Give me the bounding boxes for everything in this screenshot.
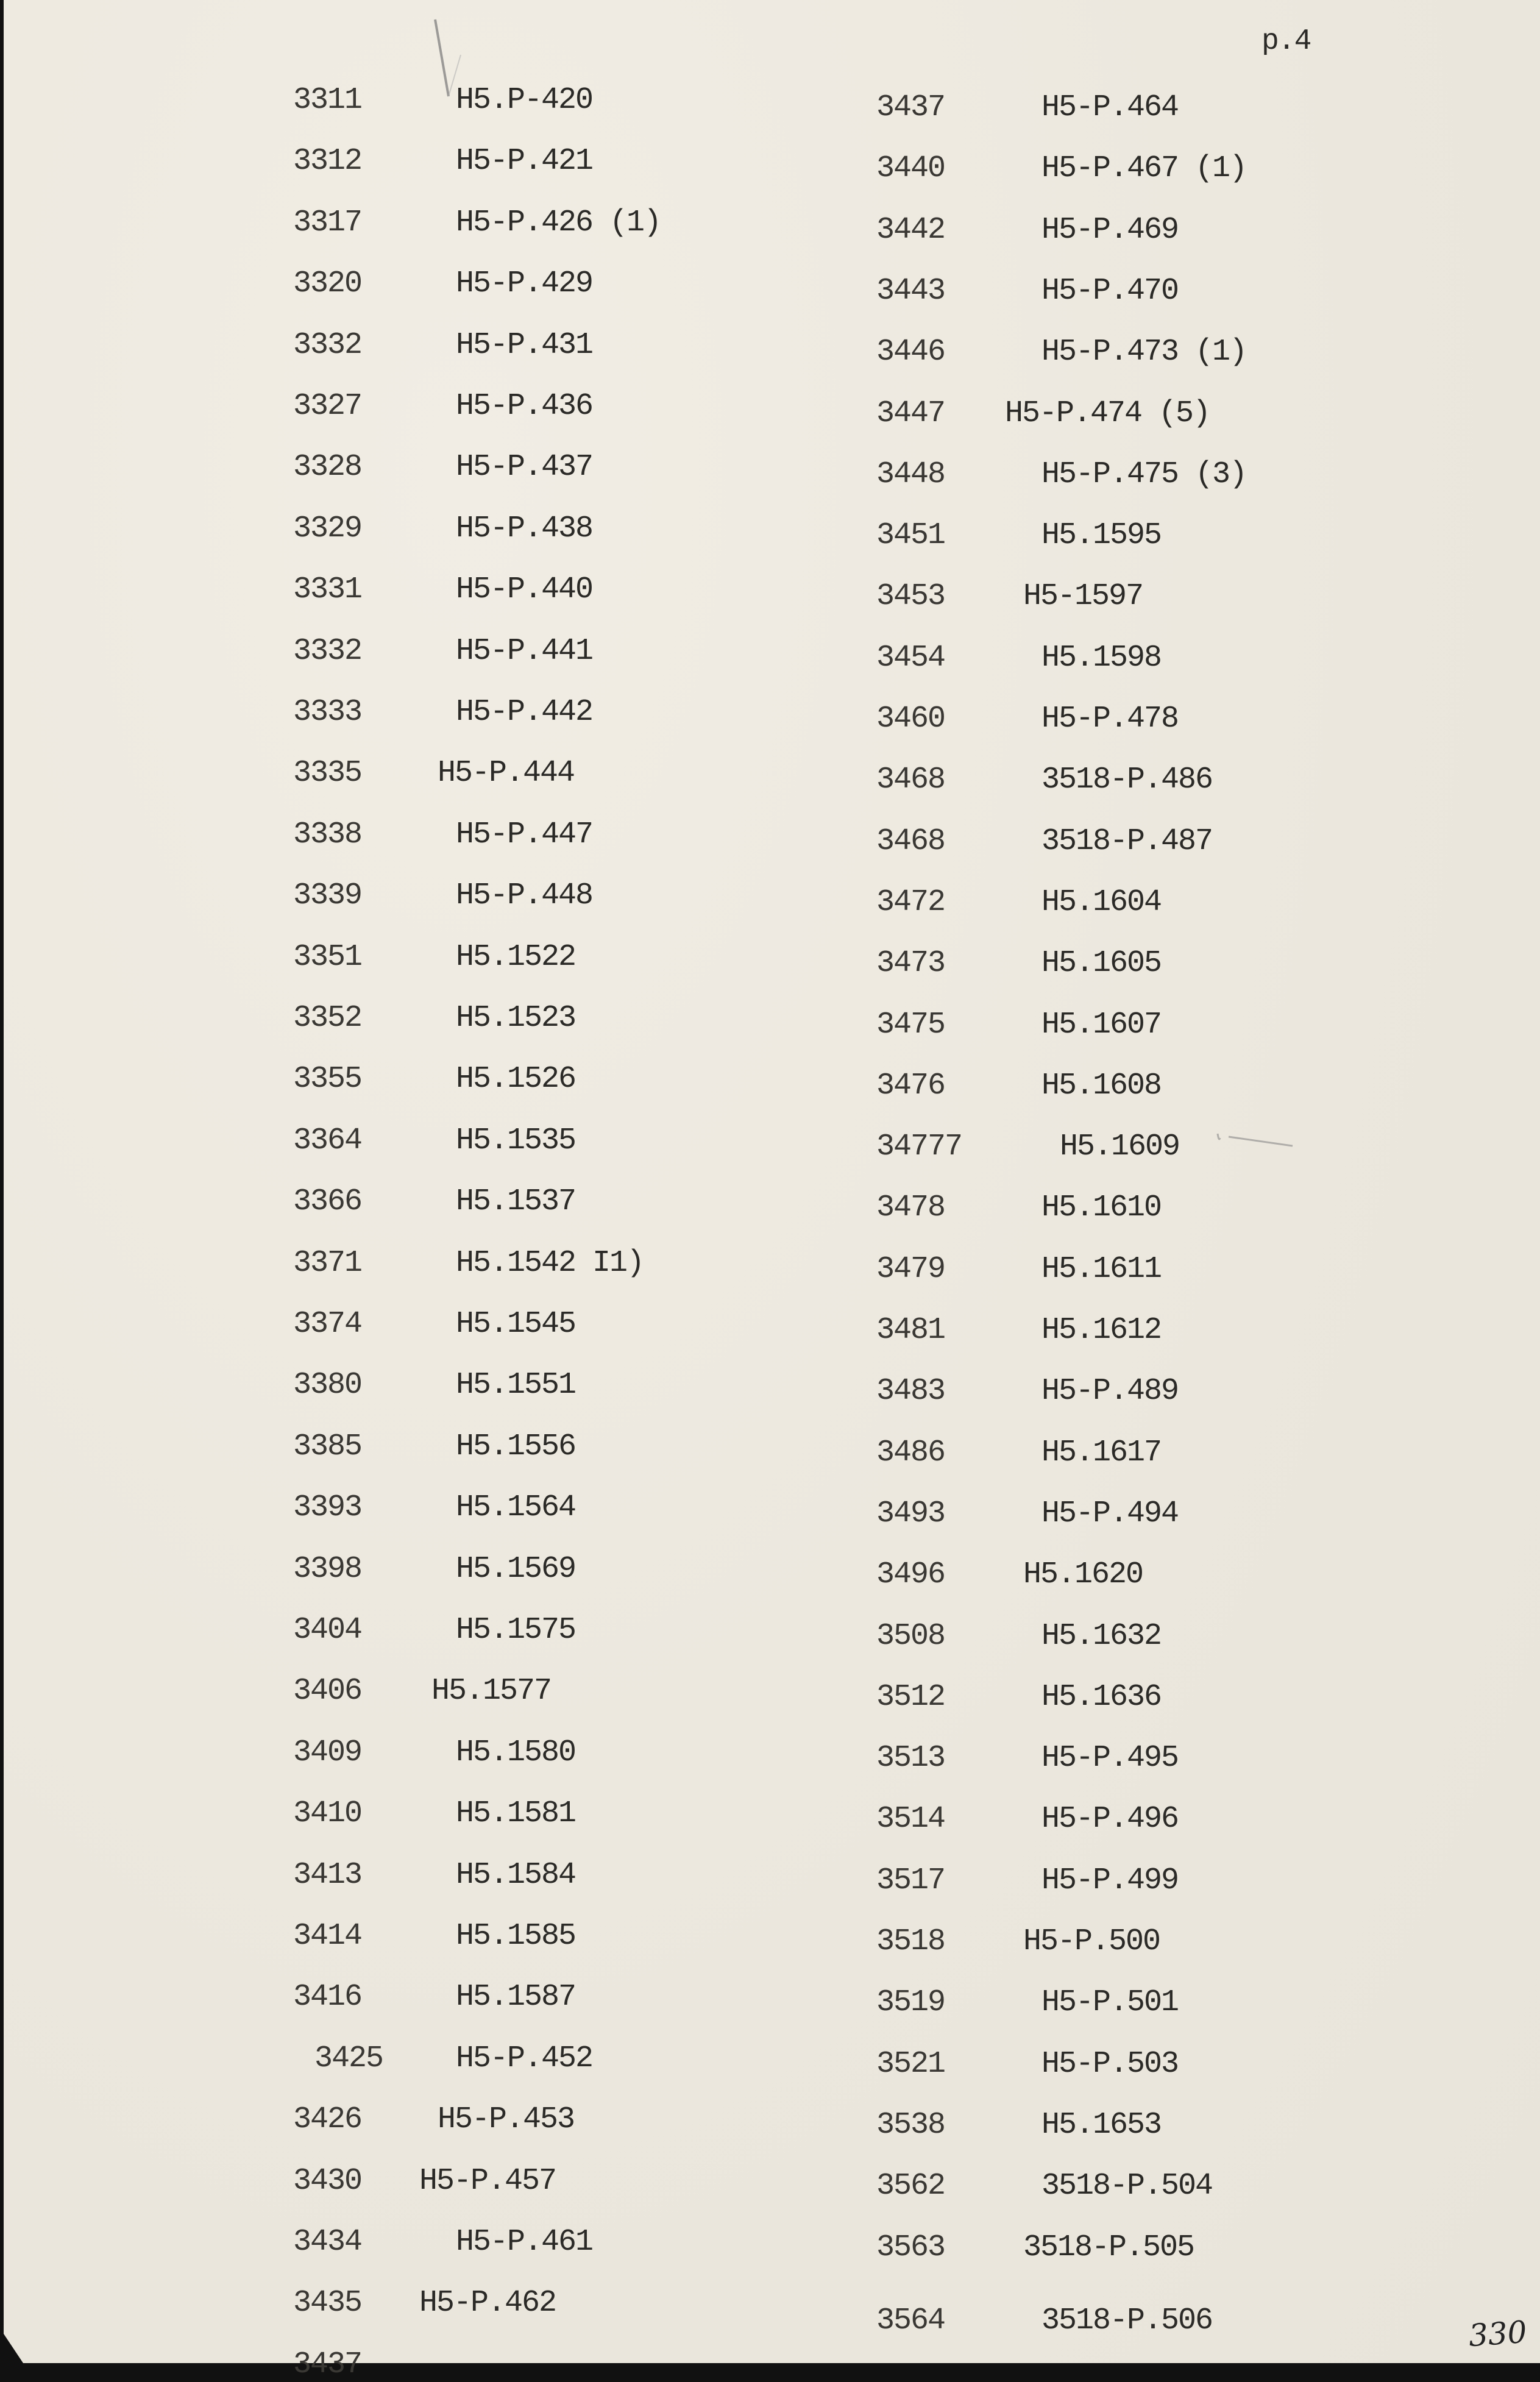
right-entry-reference: H5-P.478 [1041,702,1179,736]
left-entry-reference: H5-P.438 [456,511,593,546]
left-entry-reference: H5.1584 [456,1857,576,1893]
left-entry-number: 3327 [293,389,362,424]
right-entry-reference: H5-P.499 [1041,1863,1179,1898]
left-entry-number: 3320 [293,266,362,302]
right-entry-number: 3519 [876,1985,945,2021]
left-entry-reference: H5-P.448 [456,878,593,914]
left-entry-reference: H5.1581 [456,1796,576,1832]
right-entry-number: 3496 [876,1557,945,1593]
right-entry-number: 3514 [876,1802,945,1837]
left-entry-number: 3331 [293,572,362,608]
left-entry-number: 3414 [293,1919,362,1954]
right-entry-reference: H5.1612 [1041,1313,1162,1348]
left-entry-number: 3335 [293,756,362,791]
right-entry-reference: H5-P.501 [1041,1985,1179,2021]
right-entry-number: 3518 [876,1924,945,1959]
right-entry-number: 3513 [876,1741,945,1776]
left-entry-reference: H5-P.452 [456,2041,593,2076]
left-entry-reference: H5.1542 I1) [456,1245,644,1281]
left-entry-reference: H5.1526 [456,1062,576,1097]
right-entry-reference: H5-P.500 [1023,1924,1160,1959]
left-entry-reference: H5.1523 [456,1001,576,1036]
left-entry-reference: H5-P.436 [456,389,593,424]
left-entry-reference: H5.1556 [456,1429,576,1464]
left-entry-reference: H5-P.447 [456,817,593,852]
right-entry-number: 3521 [876,2046,945,2082]
right-entry-number: 3468 [876,823,945,859]
left-entry-number: 3385 [293,1429,362,1464]
right-entry-reference: H5.1611 [1041,1251,1162,1287]
left-entry-number: 3416 [293,1980,362,2015]
left-entry-number: 3312 [293,144,362,179]
left-entry-reference: H5-P.442 [456,695,593,730]
right-entry-reference: H5-P.464 [1041,90,1179,125]
left-entry-reference: H5.1551 [456,1368,576,1403]
right-entry-reference: H5-P.494 [1041,1496,1179,1531]
right-entry-number: 3486 [876,1435,945,1470]
right-entry-number: 3512 [876,1679,945,1715]
left-entry-number: 3333 [293,695,362,730]
right-entry-number: 3443 [876,273,945,308]
left-entry-number: 3332 [293,327,362,363]
right-entry-number: 3460 [876,702,945,736]
right-entry-number: 3538 [876,2107,945,2142]
pencil-stroke-mark [1216,1131,1296,1149]
left-entry-reference: H5-P.461 [456,2225,593,2259]
left-entry-reference: H5.P-420 [456,83,593,118]
right-entry-reference: H5-P.496 [1041,1802,1179,1837]
left-entry-reference: H5-P.444 [438,756,575,791]
right-entry-reference: H5-P.467 (1) [1041,151,1247,187]
left-entry-reference: H5-P.426 (1) [456,205,661,240]
right-entry-reference: 3518-P.505 [1023,2230,1194,2265]
right-entry-number: 3468 [876,763,945,798]
left-entry-reference: H5.1587 [456,1980,576,2015]
right-entry-reference: H5.1608 [1041,1068,1162,1103]
left-entry-reference: H5.1535 [456,1123,576,1158]
right-entry-reference: H5.1604 [1041,884,1162,920]
left-entry-number: 3380 [293,1368,362,1403]
left-entry-number: 3410 [293,1796,362,1832]
left-entry-number: 3371 [293,1245,362,1281]
right-entry-number: 3493 [876,1496,945,1531]
right-entry-reference: H5.1620 [1023,1557,1143,1593]
left-entry-reference: H5.1569 [456,1551,576,1587]
left-entry-reference: H5-P.453 [438,2102,575,2138]
left-entry-number: 3355 [293,1062,362,1097]
right-entry-number: 3446 [876,335,945,370]
right-entry-number: 3564 [876,2303,945,2338]
right-entry-reference: H5.1598 [1041,640,1162,675]
right-entry-reference: H5.1595 [1041,518,1162,553]
left-entry-reference: H5.1522 [456,939,576,975]
right-entry-number: 3475 [876,1007,945,1042]
right-entry-number: 3483 [876,1374,945,1409]
left-entry-number: 3404 [293,1613,362,1648]
right-entry-reference: 3518-P.486 [1041,763,1213,798]
left-entry-number: 3413 [293,1857,362,1893]
corner-fold [0,2328,30,2365]
document-page [4,0,1540,2382]
handwritten-page-note: 330 [1467,2314,1528,2354]
right-entry-number: 3453 [876,579,945,614]
right-entry-number: 3508 [876,1618,945,1654]
right-entry-reference: H5.1610 [1041,1190,1162,1226]
right-entry-reference: H5-P.469 [1041,212,1179,247]
left-entry-number: 3329 [293,511,362,546]
left-entry-number: 3409 [293,1735,362,1770]
right-entry-number: 3473 [876,946,945,981]
left-entry-number: 3426 [293,2102,362,2138]
left-entry-number: 3374 [293,1307,362,1342]
left-entry-number: 3352 [293,1001,362,1036]
right-entry-number: 3437 [876,90,945,125]
right-entry-number: 3481 [876,1313,945,1348]
right-entry-reference: H5.1653 [1041,2107,1162,2142]
left-entry-reference: H5.1545 [456,1307,576,1342]
right-entry-reference: H5-P.503 [1041,2046,1179,2082]
right-entry-reference: H5-P.473 (1) [1041,335,1247,370]
right-entry-number: 3479 [876,1251,945,1287]
right-entry-reference: 3518-P.487 [1041,823,1213,859]
left-entry-reference: H5.1537 [456,1184,576,1220]
right-entry-number: 3440 [876,151,945,187]
right-entry-number: 3563 [876,2230,945,2265]
right-entry-number: 3517 [876,1863,945,1898]
left-entry-number: 3398 [293,1551,362,1587]
left-entry-reference: H5.1585 [456,1919,576,1954]
right-entry-reference: H5.1632 [1041,1618,1162,1654]
right-entry-reference: H5-P.470 [1041,273,1179,308]
right-entry-number: 3448 [876,457,945,492]
left-entry-reference: H5.1564 [456,1490,576,1526]
right-entry-number: 3478 [876,1190,945,1226]
left-entry-number: 3332 [293,633,362,669]
left-entry-number: 3430 [293,2163,362,2199]
left-entry-reference: H5-P.441 [456,633,593,669]
right-entry-reference: H5.1617 [1041,1435,1162,1470]
right-entry-reference: H5-1597 [1023,579,1143,614]
left-entry-number: 3364 [293,1123,362,1158]
right-entry-reference: H5.1609 [1060,1129,1180,1165]
right-entry-reference: H5-P.489 [1041,1374,1179,1409]
right-entry-number: 34777 [876,1129,962,1165]
right-entry-number: 3442 [876,212,945,247]
right-entry-reference: 3518-P.506 [1041,2303,1213,2338]
right-entry-number: 3454 [876,640,945,675]
right-entry-number: 3562 [876,2169,945,2204]
left-entry-number: 3339 [293,878,362,914]
left-entry-reference: H5-P.421 [456,144,593,179]
right-entry-number: 3447 [876,396,945,431]
left-entry-reference: H5.1577 [431,1674,552,1709]
right-entry-reference: H5-P.475 (3) [1041,457,1247,492]
left-entry-reference: H5-P.457 [419,2163,556,2199]
right-entry-reference: H5-P.495 [1041,1741,1179,1776]
left-entry-number: 3317 [293,205,362,240]
left-entry-reference: H5.1580 [456,1735,576,1770]
right-entry-number: 3472 [876,884,945,920]
left-entry-reference: H5-P.437 [456,450,593,485]
left-entry-number: 3351 [293,939,362,975]
right-entry-number: 3451 [876,518,945,553]
left-entry-number: 3435 [293,2286,362,2321]
left-entry-number: 3425 [314,2041,383,2076]
left-entry-reference: H5.1575 [456,1613,576,1648]
right-entry-number: 3476 [876,1068,945,1103]
left-entry-number: 3328 [293,450,362,485]
left-entry-reference: H5-P.431 [456,327,593,363]
page-number: p.4 [1261,25,1311,58]
right-entry-reference: 3518-P.504 [1041,2169,1213,2204]
right-entry-reference: H5.1607 [1041,1007,1162,1042]
left-entry-reference: H5-P.429 [456,266,593,302]
right-entry-reference: H5.1605 [1041,946,1162,981]
left-entry-number: 3366 [293,1184,362,1220]
left-entry-number: 3311 [293,83,362,118]
left-entry-number: 3434 [293,2225,362,2259]
right-entry-reference: H5-P.474 (5) [1005,396,1210,431]
left-entry-reference: H5-P.462 [419,2286,556,2321]
left-entry-number: 3406 [293,1674,362,1709]
left-entry-number: 3437 [293,2347,362,2382]
left-entry-reference: H5-P.440 [456,572,593,608]
left-entry-number: 3393 [293,1490,362,1526]
right-entry-reference: H5.1636 [1041,1679,1162,1715]
left-entry-number: 3338 [293,817,362,852]
